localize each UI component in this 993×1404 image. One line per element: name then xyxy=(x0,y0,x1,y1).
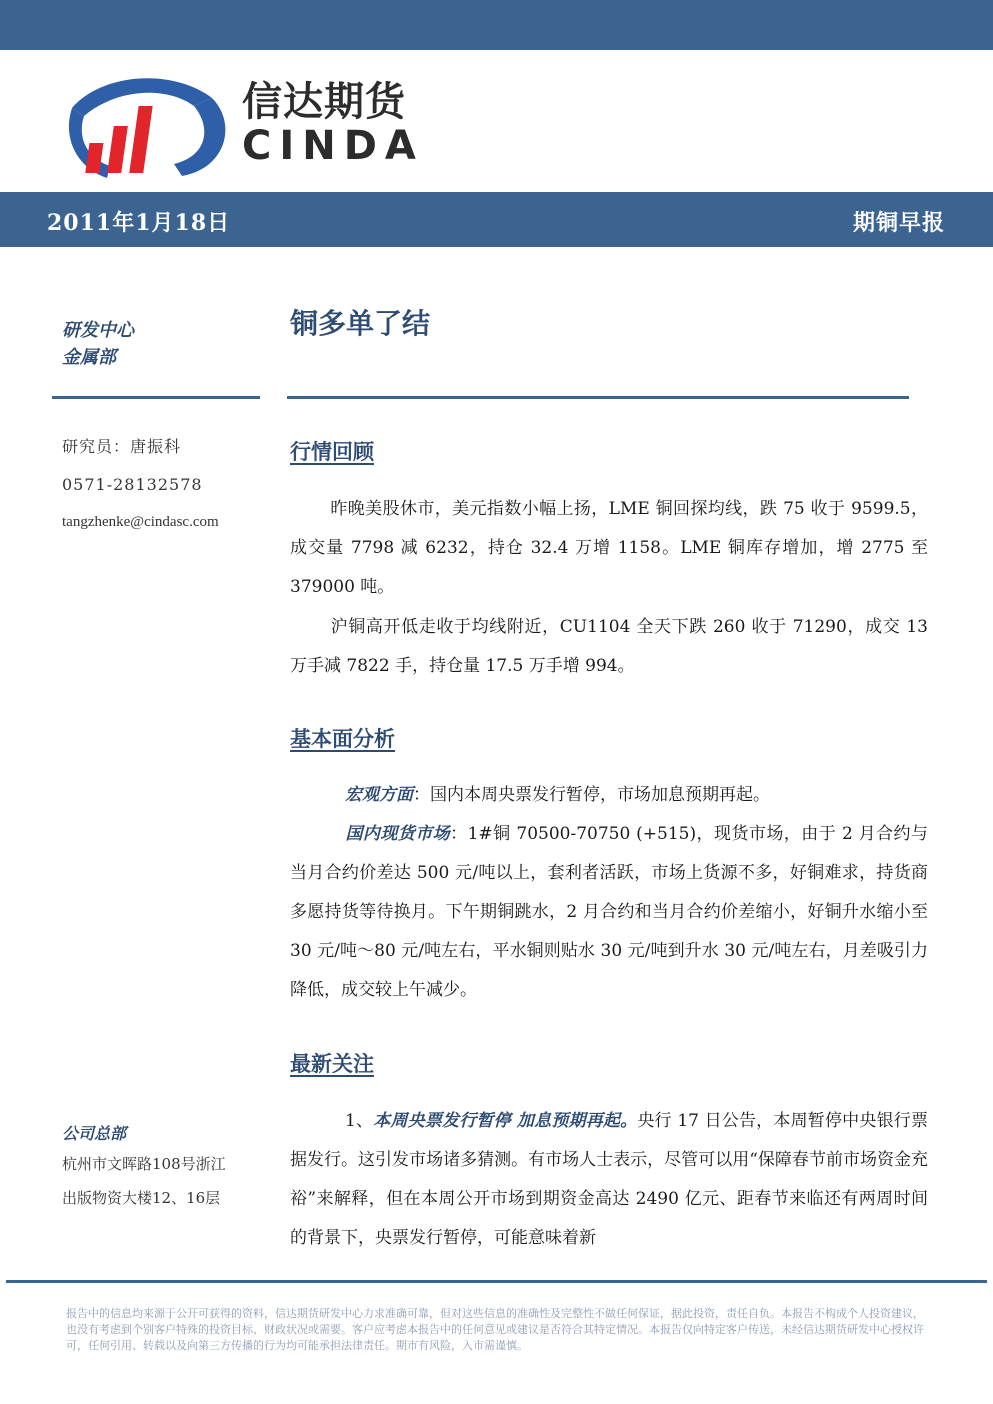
paragraph-text: 沪铜高开低走收于均线附近，CU1104 全天下跌 260 收于 71290，成交 13 万手减 7822 手，持仓量 17.5 万手增 994。 xyxy=(290,617,928,676)
logo-bar-2 xyxy=(107,126,128,173)
logo-bar-3 xyxy=(129,106,152,173)
disclaimer: 报告中的信息均来源于公开可获得的资料，信达期货研发中心力求准确可靠，但对这些信息的准确性及完整性不做任何保证，据此投资，责任自负。本报告不构成个人投资建议，也没有考虑到个别客户特殊的投资目标、财政状况或需要。客户应考虑本报告中的任何意见或建议是否符合其特定情况。本报告仅向特定客户传送，未经信达期货研发中心授权许可，任何引用、转载以及向第三方传播的行为均可能承担法律责任。期市有风险，入市需谨慎。 xyxy=(66,1307,924,1352)
headquarters-title: 公司总部 xyxy=(62,1124,127,1143)
logo-swoosh-right xyxy=(174,98,225,176)
divider-right xyxy=(287,396,909,399)
divider-left xyxy=(52,396,260,399)
date-bar xyxy=(0,192,993,247)
analyst-name: 研究员：唐振科 xyxy=(62,437,182,456)
paragraph-market-review-1 xyxy=(290,490,928,607)
headquarters-address-line2: 出版物资大楼12、16层 xyxy=(62,1189,221,1207)
macro-label: 宏观方面 xyxy=(345,785,413,805)
analyst-email[interactable]: tangzhenke@cindasc.com xyxy=(62,514,219,530)
spot-market-label: 国内现货市场 xyxy=(345,824,451,844)
item-headline: 本周央票发行暂停 加息预期再起。 xyxy=(373,1111,638,1131)
analyst-phone: 0571-28132578 xyxy=(62,475,203,494)
page-title: 铜多单了结 xyxy=(290,307,431,340)
dept-research-center: 研发中心 xyxy=(62,320,134,341)
logo-name-cn: 信达期货 xyxy=(242,79,406,125)
logo-name-en: CINDA xyxy=(242,123,424,169)
footer-divider xyxy=(6,1280,987,1283)
item-text: 央行 17 日公告，本周暂停中央银行票据发行。这引发市场诸多猜测。有市场人士表示，尽管可以用“保障春节前市场资金充裕”来解释，但在本周公开市场到期资金高达 2490 亿元、距春节来临还有两周时间的背景下，央票发行暂停，可能意味着新 xyxy=(290,1111,928,1248)
section-heading-fundamentals: 基本面分析 xyxy=(290,726,395,751)
paragraph-macro xyxy=(290,776,928,815)
headquarters-address-line1: 杭州市文晖路108号浙江 xyxy=(62,1155,226,1173)
paragraph-text: 昨晚美股休市，美元指数小幅上扬，LME 铜回探均线，跌 75 收于 9599.5，成交量 7798 减 6232，持仓 32.4 万增 1158。LME 铜库存增加，增 2775 至 379000 吨。 xyxy=(290,499,928,597)
paragraph-market-review-2 xyxy=(290,608,928,686)
macro-text: ：国内本周央票发行暂停，市场加息预期再起。 xyxy=(413,785,770,805)
dept-metals: 金属部 xyxy=(62,347,116,368)
item-number: 1、 xyxy=(345,1111,374,1131)
report-date: 2011年1月18日 xyxy=(47,210,231,236)
paragraph-latest-focus-1 xyxy=(290,1102,928,1262)
section-heading-latest-focus: 最新关注 xyxy=(290,1051,374,1076)
logo-emblem xyxy=(69,78,225,178)
report-type: 期铜早报 xyxy=(852,210,945,236)
section-heading-market-review: 行情回顾 xyxy=(290,439,374,464)
paragraph-spot-market xyxy=(290,815,928,1010)
top-banner xyxy=(0,0,993,50)
spot-market-text: ：1#铜 70500-70750 (+515)，现货市场，由于 2 月合约与当月合约价差达 500 元/吨以上，套利者活跃，市场上货源不多，好铜难求，持货商多愿持货等待换月。下午期铜跳水，2 月合约和当月合约价差缩小，好铜升水缩小至 30 元/吨～80 元/吨左右，平水铜则贴水 30 元/吨到升水 30 元/吨左右，月差吸引力降低，成交较上午减少。 xyxy=(290,824,928,1000)
